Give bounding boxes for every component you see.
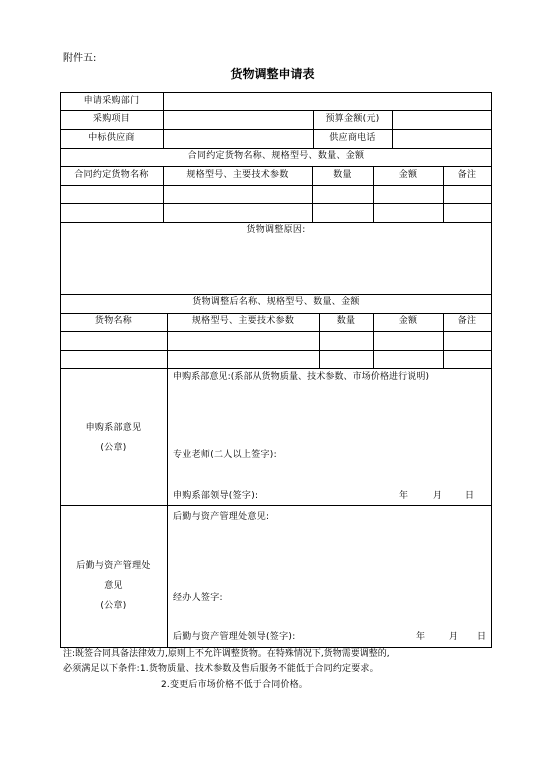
row-divider bbox=[60, 368, 492, 369]
table-border-bottom bbox=[60, 647, 492, 648]
form-title: 货物调整申请表 bbox=[230, 67, 315, 81]
col-header-goods-name: 合同约定货物名称 bbox=[74, 170, 149, 180]
reason-label: 货物调整原因: bbox=[246, 225, 306, 235]
teacher-signature-label: 专业老师(二人以上签字): bbox=[173, 450, 277, 460]
note-line-3: 2.变更后市场价格不低于合同价格。 bbox=[161, 680, 308, 690]
col-header-remark: 备注 bbox=[457, 170, 477, 180]
project-label: 采购项目 bbox=[92, 114, 131, 124]
col-header-amount: 金额 bbox=[398, 170, 418, 180]
dept-date-day: 日 bbox=[465, 491, 475, 501]
dept-label: 申请采购部门 bbox=[83, 96, 140, 106]
row-divider bbox=[60, 294, 492, 295]
supplier-label: 中标供应商 bbox=[88, 133, 135, 143]
row-divider bbox=[60, 313, 492, 314]
row-divider bbox=[60, 185, 492, 186]
row-divider bbox=[60, 110, 492, 111]
handler-signature-label: 经办人签字: bbox=[173, 593, 223, 603]
dept-opinion-label: 申购系部意见 bbox=[85, 423, 142, 433]
original-section-heading: 合同约定货物名称、规格型号、数量、金额 bbox=[187, 151, 365, 161]
row-divider bbox=[60, 148, 492, 149]
logistics-opinion-text: 后勤与资产管理处意见: bbox=[173, 512, 270, 522]
logistics-date-month: 月 bbox=[449, 632, 459, 642]
row-divider bbox=[60, 166, 492, 167]
row-divider bbox=[60, 350, 492, 351]
row-divider bbox=[60, 222, 492, 223]
logistics-date-day: 日 bbox=[477, 632, 487, 642]
dept-opinion-text: 申购系部意见:(系部从货物质量、技术参数、市场价格进行说明) bbox=[173, 372, 430, 382]
logistics-opinion-label: 后勤与资产管理处 bbox=[76, 561, 151, 571]
note-line-2: 必须满足以下条件:1.货物质量、技术参数及售后服务不能低于合同约定要求。 bbox=[63, 664, 379, 674]
logistics-opinion-label-line2: 意见 bbox=[104, 581, 123, 591]
logistics-date-year: 年 bbox=[416, 632, 426, 642]
table-border-right bbox=[491, 92, 492, 648]
row-divider bbox=[60, 129, 492, 130]
dept-date-month: 月 bbox=[433, 491, 443, 501]
col-header-spec: 规格型号、主要技术参数 bbox=[186, 170, 289, 180]
dept-leader-signature-label: 申购系部领导(签字): bbox=[173, 491, 259, 501]
budget-label: 预算金额(元) bbox=[325, 114, 380, 124]
note-line-1: 注:既签合同具备法律效力,原则上不允许调整货物。在特殊情况下,货物需要调整的, bbox=[63, 649, 390, 659]
column-divider bbox=[392, 110, 393, 148]
column-divider bbox=[167, 368, 168, 647]
dept-seal-label: (公章) bbox=[100, 443, 127, 453]
supplier-phone-label: 供应商电话 bbox=[329, 133, 376, 143]
col-header-goods-name: 货物名称 bbox=[94, 316, 133, 326]
col-header-quantity: 数量 bbox=[333, 170, 352, 180]
column-divider bbox=[163, 92, 164, 148]
row-divider bbox=[60, 331, 492, 332]
row-divider bbox=[60, 203, 492, 204]
dept-date-year: 年 bbox=[399, 491, 409, 501]
row-divider bbox=[60, 505, 492, 506]
table-border-top bbox=[60, 92, 492, 93]
adjusted-section-heading: 货物调整后名称、规格型号、数量、金额 bbox=[192, 297, 360, 307]
logistics-seal-label: (公章) bbox=[100, 601, 127, 611]
col-header-quantity: 数量 bbox=[336, 316, 356, 326]
col-header-remark: 备注 bbox=[457, 316, 477, 326]
attachment-label: 附件五: bbox=[63, 53, 97, 64]
col-header-spec: 规格型号、主要技术参数 bbox=[191, 316, 295, 326]
col-header-amount: 金额 bbox=[398, 316, 418, 326]
logistics-leader-signature-label: 后勤与资产管理处领导(签字): bbox=[173, 632, 296, 642]
